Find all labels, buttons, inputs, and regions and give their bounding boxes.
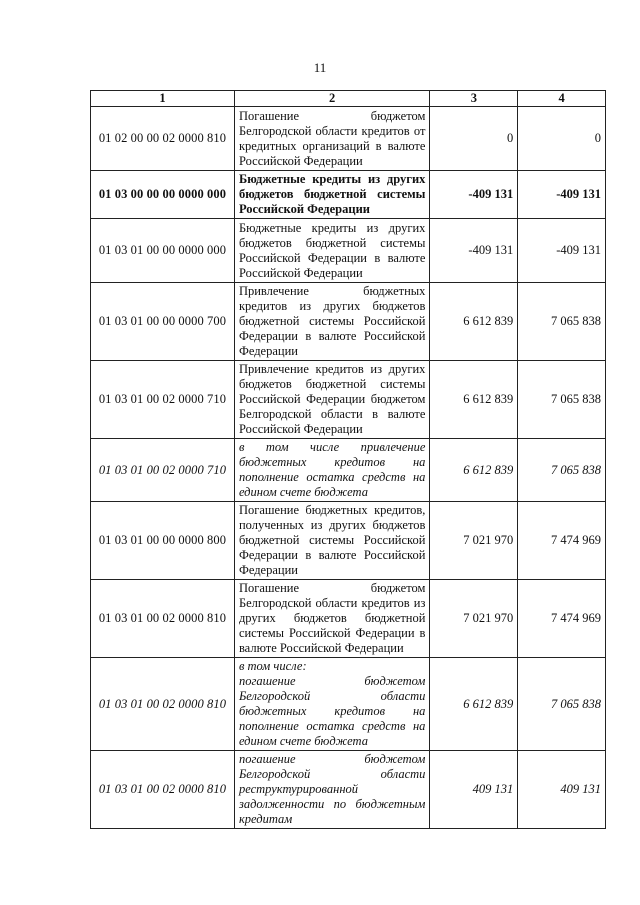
row-value-col3: -409 131 <box>430 171 518 219</box>
row-value-col3: 0 <box>430 107 518 171</box>
row-code: 01 03 01 00 00 0000 700 <box>91 283 235 361</box>
row-value-col3: 6 612 839 <box>430 283 518 361</box>
row-value-col4: 7 474 969 <box>518 580 606 658</box>
header-col-3: 3 <box>430 91 518 107</box>
row-value-col3: 7 021 970 <box>430 502 518 580</box>
row-value-col4: 7 065 838 <box>518 439 606 502</box>
row-code: 01 02 00 00 02 0000 810 <box>91 107 235 171</box>
header-col-1: 1 <box>91 91 235 107</box>
row-value-col3: -409 131 <box>430 219 518 283</box>
row-code: 01 03 01 00 02 0000 810 <box>91 658 235 751</box>
table-row <box>91 502 606 580</box>
row-description: Бюджетные кредиты из других бюджетов бюджетной системы Российской Федерации в валюте Российской Федерации <box>234 219 429 283</box>
table-row <box>91 580 606 658</box>
row-description <box>234 658 429 751</box>
row-value-col4: -409 131 <box>518 171 606 219</box>
table-row <box>91 751 606 829</box>
row-value-col4: 409 131 <box>518 751 606 829</box>
row-code: 01 03 01 00 00 0000 000 <box>91 219 235 283</box>
table-row <box>91 439 606 502</box>
row-code: 01 03 00 00 00 0000 000 <box>91 171 235 219</box>
row-value-col4: 0 <box>518 107 606 171</box>
row-description-text: погашение бюджетом Белгородской области бюджетных кредитов на пополнение остатка средств на едином счете бюджета <box>238 674 426 748</box>
header-col-2: 2 <box>234 91 429 107</box>
row-value-col4: 7 065 838 <box>518 658 606 751</box>
budget-table <box>90 90 606 829</box>
row-value-col4: 7 474 969 <box>518 502 606 580</box>
row-description: Погашение бюджетом Белгородской области кредитов из других бюджетов бюджетной системы Российской Федерации в валюте Российской Федерации <box>234 580 429 658</box>
table-header-row <box>91 91 606 107</box>
table-row <box>91 283 606 361</box>
row-description: Бюджетные кредиты из других бюджетов бюджетной системы Российской Федерации <box>234 171 429 219</box>
row-code: 01 03 01 00 02 0000 710 <box>91 439 235 502</box>
row-description: Погашение бюджетом Белгородской области кредитов от кредитных организаций в валюте Российской Федерации <box>234 107 429 171</box>
row-code: 01 03 01 00 02 0000 810 <box>91 751 235 829</box>
row-description: в том числе привлечение бюджетных кредитов на пополнение остатка средств на едином счете бюджета <box>234 439 429 502</box>
row-value-col3: 6 612 839 <box>430 658 518 751</box>
row-description: Привлечение бюджетных кредитов из других бюджетов бюджетной системы Российской Федерации в валюте Российской Федерации <box>234 283 429 361</box>
row-code: 01 03 01 00 00 0000 800 <box>91 502 235 580</box>
table-row <box>91 107 606 171</box>
table-row <box>91 171 606 219</box>
row-value-col3: 409 131 <box>430 751 518 829</box>
page-number: 11 <box>313 60 327 75</box>
table-row <box>91 361 606 439</box>
row-value-col3: 6 612 839 <box>430 439 518 502</box>
table-row <box>91 658 606 751</box>
row-description: погашение бюджетом Белгородской области реструктурированной задолженности по бюджетным кредитам <box>234 751 429 829</box>
table-row <box>91 219 606 283</box>
row-description: Погашение бюджетных кредитов, полученных из других бюджетов бюджетной системы Российской Федерации в валюте Российской Федерации <box>234 502 429 580</box>
row-code: 01 03 01 00 02 0000 810 <box>91 580 235 658</box>
row-value-col4: 7 065 838 <box>518 283 606 361</box>
row-value-col4: -409 131 <box>518 219 606 283</box>
row-description-lead: в том числе: <box>238 659 307 673</box>
row-value-col3: 6 612 839 <box>430 361 518 439</box>
row-description: Привлечение кредитов из других бюджетов бюджетной системы Российской Федерации бюджетом Белгородской области в валюте Российской Федерации <box>234 361 429 439</box>
row-value-col3: 7 021 970 <box>430 580 518 658</box>
header-col-4: 4 <box>518 91 606 107</box>
row-value-col4: 7 065 838 <box>518 361 606 439</box>
row-code: 01 03 01 00 02 0000 710 <box>91 361 235 439</box>
